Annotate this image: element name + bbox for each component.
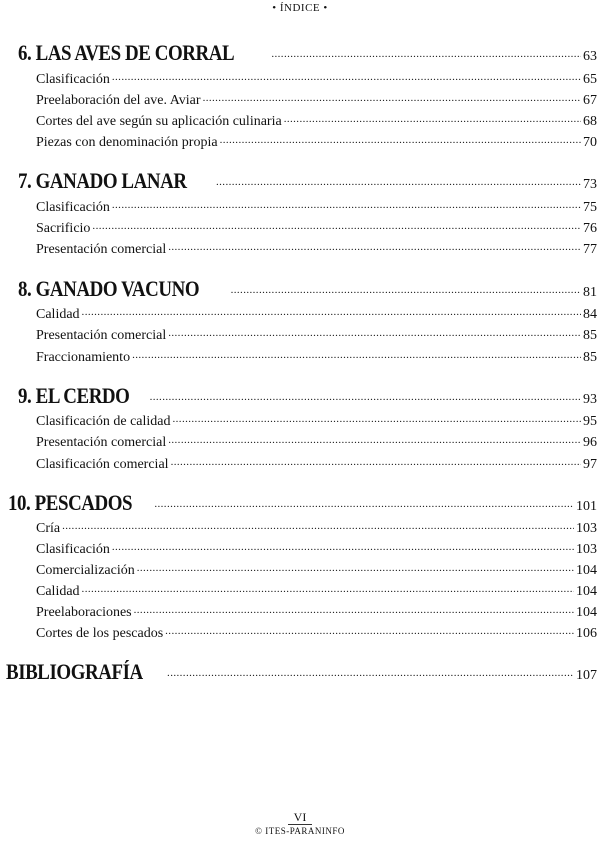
entry-page: 104 (576, 563, 597, 578)
chapter-title: 10. PESCADOS (8, 490, 133, 515)
page-number (0, 810, 600, 825)
dot-leader (92, 216, 581, 232)
entry-title: Clasificación comercial (36, 457, 169, 472)
dot-leader (112, 537, 574, 553)
dot-leader (168, 237, 581, 253)
entry-page: 95 (583, 414, 597, 429)
chapter-page: 107 (576, 668, 597, 683)
entry-page: 85 (583, 328, 597, 343)
page-header: • ÍNDICE • (272, 2, 328, 14)
entry-title: Calidad (36, 307, 80, 322)
entry-page: 85 (583, 350, 597, 365)
entry-title: Piezas con denominación propia (36, 135, 218, 150)
chapter-page: 73 (583, 177, 597, 192)
toc-entry[interactable] (36, 452, 597, 473)
dot-leader (137, 558, 574, 574)
toc-entry[interactable] (36, 67, 597, 88)
toc-entry[interactable] (36, 516, 597, 537)
entry-page: 103 (576, 542, 597, 557)
entry-page: 104 (576, 584, 597, 599)
toc-entry[interactable] (36, 109, 597, 130)
toc-entry[interactable] (36, 409, 597, 430)
chapter-page: 101 (576, 499, 597, 514)
dot-leader (132, 345, 581, 361)
dot-leader (112, 195, 581, 211)
toc-entry[interactable] (36, 621, 597, 642)
chapter-title: 6. LAS AVES DE CORRAL (18, 40, 235, 65)
toc-chapter[interactable] (8, 490, 597, 516)
dot-leader (203, 88, 581, 104)
dot-leader (112, 67, 581, 83)
dot-leader (271, 44, 581, 60)
entry-title: Presentación comercial (36, 328, 167, 343)
dot-leader (284, 109, 581, 125)
toc-chapter[interactable] (6, 659, 597, 685)
entry-page: 65 (583, 72, 597, 87)
entry-title: Cortes de los pescados (36, 626, 164, 641)
dot-leader (216, 172, 581, 188)
entry-page: 76 (583, 221, 597, 236)
chapter-title: 8. GANADO VACUNO (18, 276, 200, 301)
entry-title: Clasificación (36, 542, 110, 557)
entry-title: Clasificación de calidad (36, 414, 171, 429)
entry-page: 104 (576, 605, 597, 620)
toc-chapter[interactable] (18, 383, 597, 409)
toc-entry[interactable] (36, 345, 597, 366)
entry-title: Clasificación (36, 200, 110, 215)
toc-entry[interactable] (36, 216, 597, 237)
entry-title: Fraccionamiento (36, 350, 131, 365)
toc-chapter[interactable] (18, 168, 597, 194)
dot-leader (165, 621, 574, 637)
entry-page: 106 (576, 626, 597, 641)
dot-leader (220, 130, 581, 146)
dot-leader (134, 600, 574, 616)
dot-leader (150, 387, 581, 403)
chapter-title: 9. EL CERDO (18, 383, 130, 408)
entry-title: Calidad (36, 584, 80, 599)
entry-page: 84 (583, 307, 597, 322)
toc-chapter[interactable] (18, 40, 597, 66)
toc-entry[interactable] (36, 537, 597, 558)
entry-title: Presentación comercial (36, 242, 167, 257)
dot-leader (231, 280, 581, 296)
chapter-title: BIBLIOGRAFÍA (6, 659, 143, 684)
entry-title: Presentación comercial (36, 435, 167, 450)
entry-page: 97 (583, 457, 597, 472)
toc-entry[interactable] (36, 302, 597, 323)
chapter-page: 81 (583, 285, 597, 300)
entry-page: 77 (583, 242, 597, 257)
dot-leader (154, 494, 574, 510)
entry-title: Preelaboraciones (36, 605, 132, 620)
dot-leader (171, 452, 581, 468)
entry-title: Clasificación (36, 72, 110, 87)
chapter-page: 93 (583, 392, 597, 407)
copyright: © ITES-PARANINFO (255, 826, 345, 836)
chapter-page: 63 (583, 49, 597, 64)
dot-leader (82, 302, 581, 318)
toc-entry[interactable] (36, 237, 597, 258)
entry-page: 67 (583, 93, 597, 108)
toc-entry[interactable] (36, 195, 597, 216)
entry-title: Comercialización (36, 563, 135, 578)
entry-title: Cortes del ave según su aplicación culinaria (36, 114, 282, 129)
chapter-title: 7. GANADO LANAR (18, 168, 187, 193)
toc-chapter[interactable] (18, 276, 597, 302)
dot-leader (82, 579, 574, 595)
entry-title: Preelaboración del ave. Aviar (36, 93, 201, 108)
dot-leader (173, 409, 582, 425)
dot-leader (168, 430, 581, 446)
toc-entry[interactable] (36, 579, 597, 600)
dot-leader (168, 323, 581, 339)
toc-entry[interactable] (36, 130, 597, 151)
toc-entry[interactable] (36, 600, 597, 621)
toc-entry[interactable] (36, 558, 597, 579)
dot-leader (62, 516, 574, 532)
toc-entry[interactable] (36, 88, 597, 109)
toc-entry[interactable] (36, 323, 597, 344)
toc-entry[interactable] (36, 430, 597, 451)
entry-page: 70 (583, 135, 597, 150)
entry-page: 68 (583, 114, 597, 129)
entry-title: Cría (36, 521, 61, 536)
page-number-text: VI (288, 810, 313, 825)
entry-title: Sacrificio (36, 221, 91, 236)
entry-page: 103 (576, 521, 597, 536)
entry-page: 75 (583, 200, 597, 215)
dot-leader (167, 663, 574, 679)
entry-page: 96 (583, 435, 597, 450)
